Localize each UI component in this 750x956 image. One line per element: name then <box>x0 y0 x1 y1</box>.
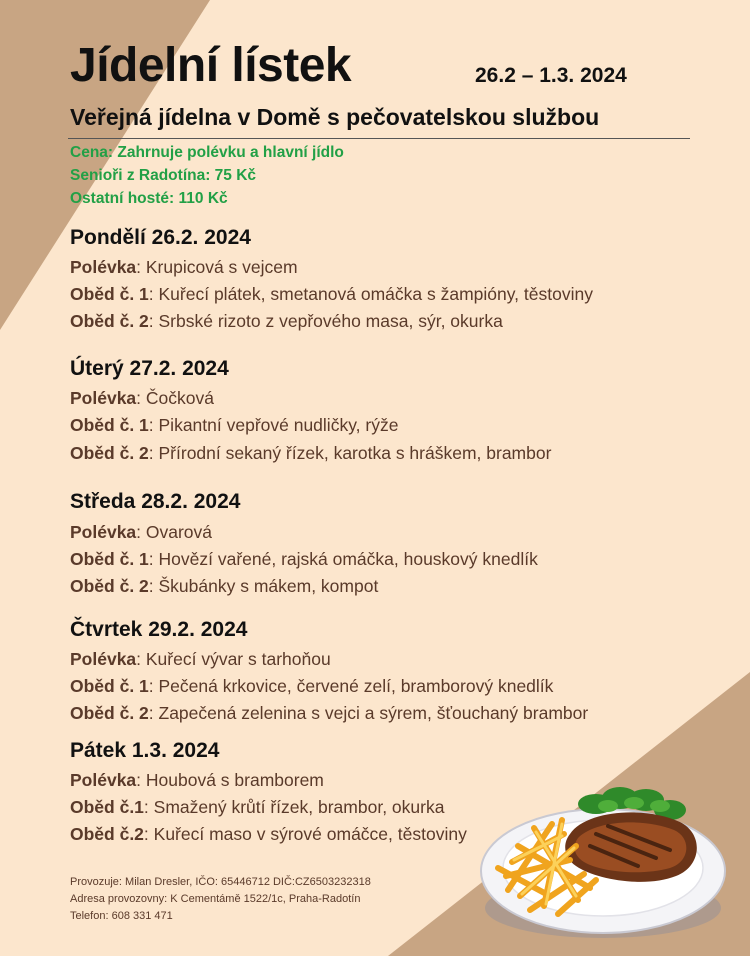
menu-row <box>70 676 553 697</box>
header-divider <box>68 138 690 139</box>
menu-row-label: Polévka <box>70 257 137 277</box>
menu-row-label: Polévka <box>70 770 137 790</box>
menu-row-text: : Škubánky s mákem, kompot <box>148 576 379 596</box>
menu-row <box>70 311 503 332</box>
menu-row-label: Oběd č. 1 <box>70 676 149 696</box>
page-title: Jídelní lístek <box>70 39 352 92</box>
menu-row <box>70 703 588 724</box>
menu-row-text: : Smažený krůtí řízek, brambor, okurka <box>143 797 445 817</box>
menu-row-text: : Čočková <box>136 388 214 408</box>
day-heading-wednesday: Středa 28.2. 2024 <box>70 490 241 513</box>
menu-row <box>70 549 538 570</box>
menu-row <box>70 388 214 409</box>
menu-row <box>70 824 467 845</box>
plate-of-steak-and-fries-icon <box>478 776 728 946</box>
menu-row-text: : Srbské rizoto z vepřového masa, sýr, okurka <box>148 311 503 331</box>
menu-row-label: Oběd č.1 <box>70 797 144 817</box>
day-heading-friday: Pátek 1.3. 2024 <box>70 739 220 762</box>
menu-row-label: Polévka <box>70 388 137 408</box>
menu-row-text: : Ovarová <box>136 522 213 542</box>
day-heading-monday: Pondělí 26.2. 2024 <box>70 226 251 249</box>
menu-row <box>70 257 298 278</box>
price-seniors: Senioři z Radotína: 75 Kč <box>70 167 257 184</box>
menu-row-label: Oběd č. 2 <box>70 576 149 596</box>
menu-row <box>70 576 378 597</box>
date-range: 26.2 – 1.3. 2024 <box>475 64 627 87</box>
day-heading-thursday: Čtvrtek 29.2. 2024 <box>70 618 248 641</box>
menu-row-text: : Přírodní sekaný řízek, karotka s hráškem, brambor <box>148 443 552 463</box>
menu-row-label: Oběd č. 2 <box>70 703 149 723</box>
menu-row-text: : Pečená krkovice, červené zelí, bramborový knedlík <box>148 676 554 696</box>
day-heading-tuesday: Úterý 27.2. 2024 <box>70 357 229 380</box>
menu-row-text: : Houbová s bramborem <box>136 770 324 790</box>
footer-phone: Telefon: 608 331 471 <box>70 910 173 922</box>
menu-row-label: Oběd č. 2 <box>70 443 149 463</box>
menu-row-text: : Krupicová s vejcem <box>136 257 298 277</box>
menu-row <box>70 522 212 543</box>
menu-row-text: : Kuřecí maso v sýrové omáčce, těstoviny <box>143 824 467 844</box>
menu-row-label: Oběd č. 1 <box>70 284 149 304</box>
menu-row-text: : Hovězí vařené, rajská omáčka, houskový knedlík <box>148 549 538 569</box>
menu-row-label: Polévka <box>70 649 137 669</box>
price-note: Cena: Zahrnuje polévku a hlavní jídlo <box>70 144 344 161</box>
menu-row <box>70 443 551 464</box>
menu-row-label: Oběd č. 1 <box>70 415 149 435</box>
menu-row-text: : Kuřecí vývar s tarhoňou <box>136 649 331 669</box>
menu-row-label: Oběd č.2 <box>70 824 144 844</box>
menu-row <box>70 415 398 436</box>
footer-address: Adresa provozovny: K Cementámě 1522/1c, Praha-Radotín <box>70 893 361 905</box>
menu-row <box>70 770 324 791</box>
footer-operator: Provozuje: Milan Dresler, IČO: 65446712 DIČ:CZ6503232318 <box>70 876 371 888</box>
subtitle: Veřejná jídelna v Domě s pečovatelskou službou <box>70 104 600 130</box>
menu-row-text: : Zapečená zelenina s vejci a sýrem, šťouchaný brambor <box>148 703 589 723</box>
menu-row-label: Oběd č. 2 <box>70 311 149 331</box>
menu-row <box>70 284 593 305</box>
price-others: Ostatní hosté: 110 Kč <box>70 190 228 207</box>
menu-row <box>70 797 444 818</box>
menu-row-label: Oběd č. 1 <box>70 549 149 569</box>
menu-row <box>70 649 331 670</box>
menu-row-label: Polévka <box>70 522 137 542</box>
menu-row-text: : Pikantní vepřové nudličky, rýže <box>148 415 399 435</box>
menu-row-text: : Kuřecí plátek, smetanová omáčka s žampióny, těstoviny <box>148 284 593 304</box>
